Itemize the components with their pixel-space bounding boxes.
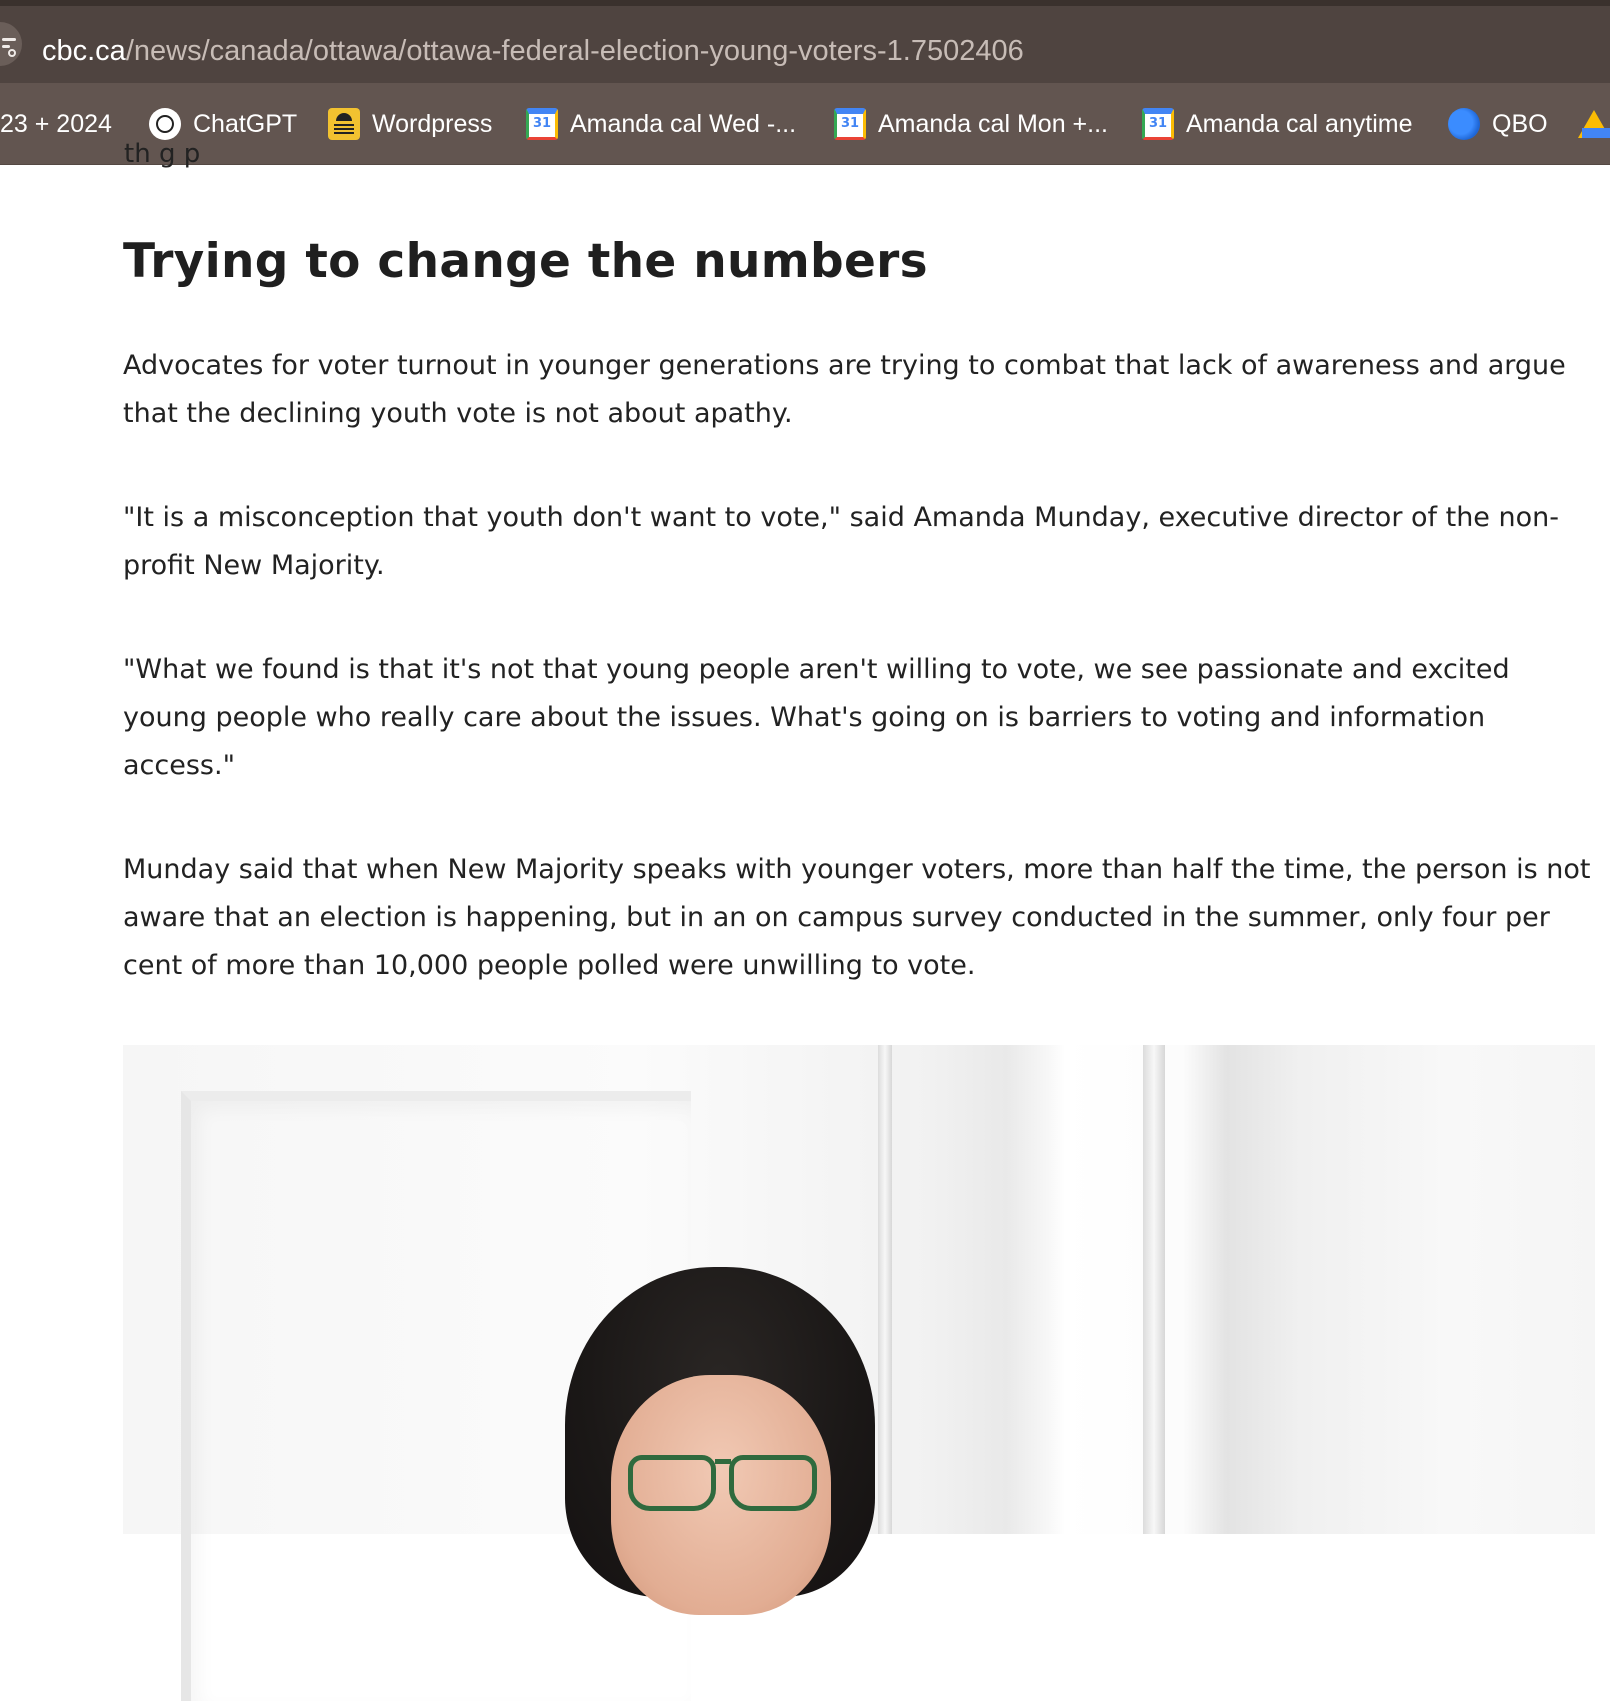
photo-glasses-left xyxy=(628,1455,716,1511)
article-paragraph: "It is a misconception that youth don't want to vote," said Amanda Munday, executive director of the non-profit New Majority. xyxy=(123,502,1559,581)
photo-door-post xyxy=(878,1045,892,1534)
article-paragraph: Advocates for voter turnout in younger generations are trying to combat that lack of awareness and argue that the declining youth vote is not about apathy. xyxy=(123,350,1566,429)
bookmark-label: ChatGPT xyxy=(193,109,298,138)
article-paragraph: "What we found is that it's not that young people aren't willing to vote, we see passionate and excited young people who really care about the issues. What's going on is barriers to voting and information access." xyxy=(123,654,1510,781)
bookmark-label: QBO xyxy=(1492,109,1548,138)
new-majority-icon xyxy=(328,108,360,140)
photo-wall-edge xyxy=(1143,1045,1165,1534)
bookmark-amanda-cal-mon[interactable] xyxy=(834,105,1108,143)
bookmark-amanda-cal-wed[interactable] xyxy=(526,105,796,143)
site-settings-icon[interactable] xyxy=(0,22,22,66)
url-domain: cbc.ca xyxy=(42,35,126,67)
bookmark-amanda-cal-anytime[interactable] xyxy=(1142,105,1413,143)
bookmark-wordpress[interactable] xyxy=(328,105,492,143)
bookmark-google-drive[interactable] xyxy=(1578,105,1622,143)
bookmark-label: Amanda cal anytime xyxy=(1186,109,1413,138)
calendar-icon: 31 xyxy=(834,108,866,140)
section-heading: Trying to change the numbers xyxy=(123,234,928,289)
calendar-icon: 31 xyxy=(1142,108,1174,140)
article-photo xyxy=(123,1045,1595,1534)
qbo-icon xyxy=(1448,108,1480,140)
bookmark-label: 23 + 2024 xyxy=(0,109,112,138)
photo-glasses-bridge xyxy=(715,1459,731,1464)
bookmark-chatgpt[interactable] xyxy=(149,105,297,143)
bookmark-label: Amanda cal Wed -... xyxy=(570,109,797,138)
calendar-icon: 31 xyxy=(526,108,558,140)
clipped-previous-line: th g p xyxy=(124,139,201,169)
bookmark-qbo[interactable] xyxy=(1448,105,1548,143)
bookmark-label: Wordpress xyxy=(372,109,493,138)
photo-glasses-right xyxy=(729,1455,817,1511)
article-paragraph: Munday said that when New Majority speaks with younger voters, more than half the time, the person is not aware that an election is happening, but in an on campus survey conducted in the summer, only four per cent of more than 10,000 people polled were unwilling to vote. xyxy=(123,854,1591,981)
google-drive-icon xyxy=(1578,108,1610,140)
url-text[interactable] xyxy=(42,34,1024,68)
bookmark-2024[interactable] xyxy=(0,105,112,143)
chatgpt-icon xyxy=(149,108,181,140)
address-bar[interactable] xyxy=(0,6,1610,83)
bookmark-label: Amanda cal Mon +... xyxy=(878,109,1108,138)
url-path: /news/canada/ottawa/ottawa-federal-election-young-voters-1.7502406 xyxy=(125,35,1024,67)
